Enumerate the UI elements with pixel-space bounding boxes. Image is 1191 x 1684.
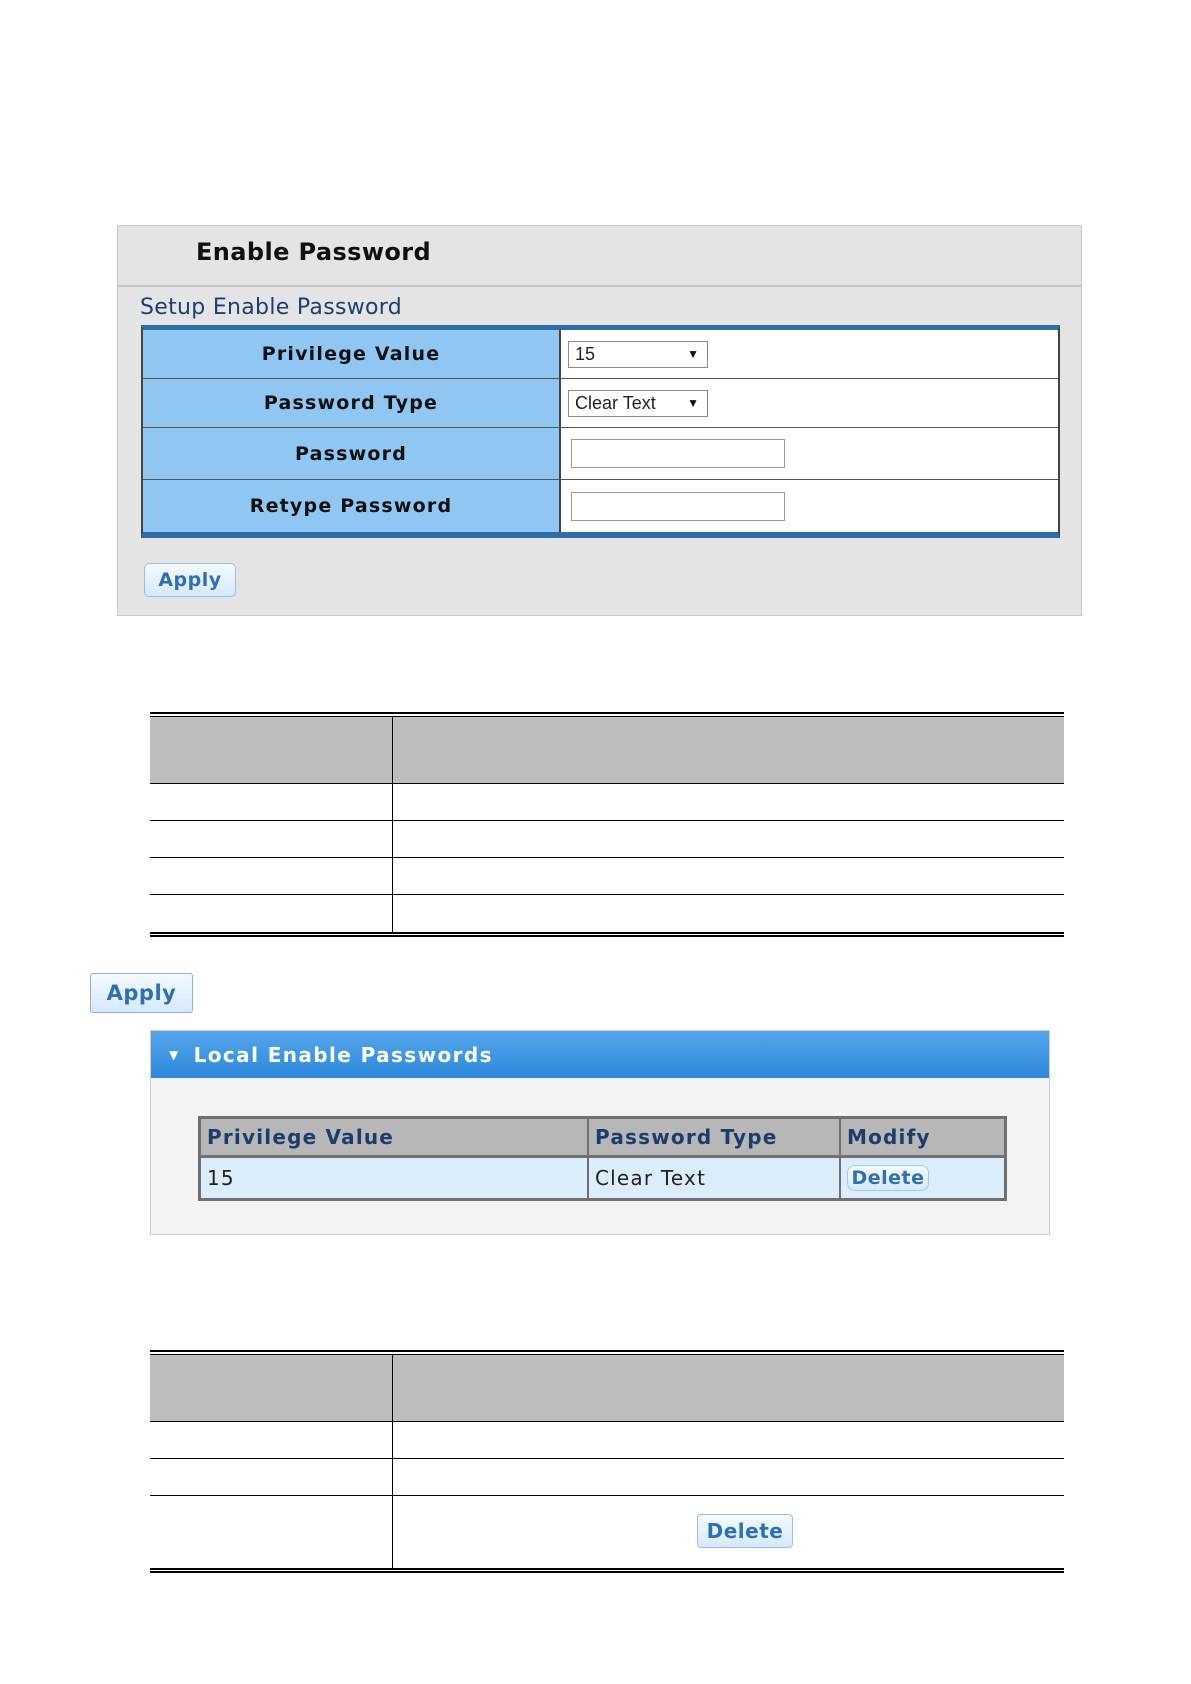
table-cell <box>150 895 393 932</box>
table-row <box>150 1422 1064 1459</box>
enable-password-form <box>141 325 1060 538</box>
password-input[interactable] <box>571 439 785 468</box>
dropdown-caret-icon: ▼ <box>687 396 699 410</box>
table-row <box>150 1459 1064 1496</box>
column-header-privilege: Privilege Value <box>201 1119 589 1155</box>
retype-password-input[interactable] <box>571 492 785 521</box>
table-cell <box>393 1496 1064 1568</box>
table-cell <box>150 858 393 894</box>
table-cell <box>150 1422 393 1458</box>
privilege-value-select[interactable] <box>568 341 708 368</box>
password-type-selected: Clear Text <box>575 392 656 413</box>
local-enable-passwords-header[interactable] <box>151 1031 1049 1078</box>
table-bottom-rule <box>150 932 1064 937</box>
apply-button-standalone[interactable]: Apply <box>90 973 193 1013</box>
table-header-row <box>201 1119 1004 1158</box>
password-type-cell <box>561 379 1058 427</box>
password-type-select[interactable] <box>568 390 708 417</box>
delete-button[interactable]: Delete <box>847 1165 929 1191</box>
table-header-cell <box>393 1355 1064 1421</box>
table-cell <box>393 784 1064 820</box>
table-header-cell <box>393 717 1064 783</box>
table-cell <box>393 821 1064 857</box>
table-header-cell <box>150 717 393 783</box>
description-table-2 <box>150 1350 1064 1573</box>
table-cell <box>393 1459 1064 1495</box>
retype-password-label: Retype Password <box>143 480 561 532</box>
password-type-label: Password Type <box>143 379 561 427</box>
table-row <box>150 1496 1064 1568</box>
enable-password-panel <box>117 225 1082 616</box>
table-cell <box>150 784 393 820</box>
privilege-value-cell <box>561 330 1058 378</box>
title-divider <box>118 285 1081 287</box>
description-table-1 <box>150 712 1064 937</box>
password-label: Password <box>143 428 561 479</box>
password-cell <box>561 428 1058 479</box>
column-header-password-type: Password Type <box>589 1119 841 1155</box>
table-header-cell <box>150 1355 393 1421</box>
cell-privilege: 15 <box>201 1158 589 1198</box>
dropdown-caret-icon: ▼ <box>687 347 699 361</box>
table-header <box>150 717 1064 784</box>
local-enable-passwords-title: Local Enable Passwords <box>193 1042 493 1067</box>
local-enable-passwords-panel <box>150 1030 1050 1235</box>
privilege-value-row <box>143 330 1058 379</box>
privilege-value-selected: 15 <box>575 343 596 364</box>
table-row <box>150 895 1064 932</box>
table-cell <box>393 1422 1064 1458</box>
cell-modify <box>841 1158 1004 1198</box>
table-row <box>150 858 1064 895</box>
table-row <box>150 821 1064 858</box>
collapse-triangle-icon[interactable]: ▼ <box>169 1047 180 1062</box>
table-header <box>150 1355 1064 1422</box>
retype-password-cell <box>561 480 1058 532</box>
retype-password-row <box>143 480 1058 532</box>
table-cell <box>393 895 1064 932</box>
page-title: Enable Password <box>196 238 432 266</box>
table-cell <box>393 858 1064 894</box>
privilege-value-label: Privilege Value <box>143 330 561 378</box>
password-type-row <box>143 379 1058 428</box>
password-row <box>143 428 1058 480</box>
table-bottom-rule <box>150 1568 1064 1573</box>
delete-button-example[interactable]: Delete <box>697 1514 793 1548</box>
section-subtitle: Setup Enable Password <box>140 295 403 320</box>
table-cell <box>150 1459 393 1495</box>
apply-button[interactable]: Apply <box>144 563 236 597</box>
cell-password-type: Clear Text <box>589 1158 841 1198</box>
table-row <box>201 1158 1004 1198</box>
table-row <box>150 784 1064 821</box>
table-cell <box>150 1496 393 1568</box>
column-header-modify: Modify <box>847 1125 931 1149</box>
table-cell <box>150 821 393 857</box>
local-enable-passwords-table <box>198 1116 1007 1201</box>
